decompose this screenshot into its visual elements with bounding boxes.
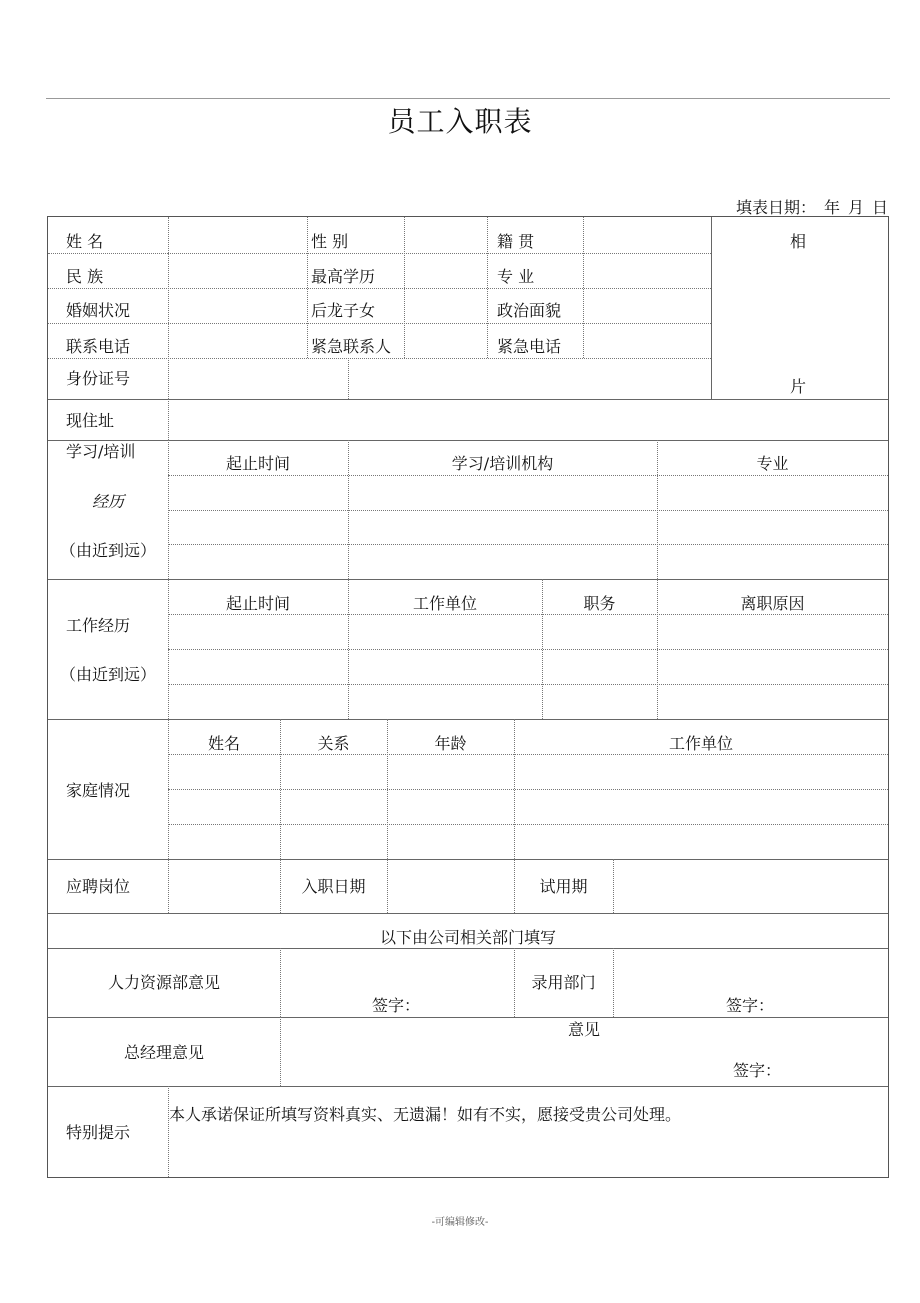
label-probation: 试用期 — [539, 877, 588, 896]
fill-date-day: 日 — [871, 198, 888, 217]
family-header-age: 年龄 — [434, 734, 467, 753]
family-label: 家庭情况 — [66, 781, 131, 800]
edu-label-3: （由近到远） — [60, 541, 157, 560]
label-native-place: 籍 贯 — [497, 232, 535, 251]
gm-sign: 签字： — [733, 1061, 782, 1080]
label-ethnicity: 民 族 — [66, 267, 104, 286]
work-header-period: 起止时间 — [225, 594, 290, 613]
footer-note: -可编辑修改- — [431, 1217, 489, 1228]
fill-date-label: 填表日期： — [735, 198, 816, 217]
work-label-2: （由近到远） — [60, 665, 157, 684]
family-header-company: 工作单位 — [668, 734, 733, 753]
label-children: 后龙子女 — [311, 301, 376, 320]
fill-date — [728, 195, 888, 218]
work-header-company: 工作单位 — [412, 594, 477, 613]
dept-sign: 签字： — [726, 996, 775, 1015]
label-emergency-phone: 紧急电话 — [497, 337, 562, 356]
work-header-title: 职务 — [583, 594, 616, 613]
label-education: 最高学历 — [311, 267, 376, 286]
label-name: 姓 名 — [66, 232, 104, 251]
label-emergency-contact: 紧急联系人 — [311, 337, 392, 356]
label-political: 政治面貌 — [497, 301, 562, 320]
notice-text: 本人承诺保证所填写资料真实、无遗漏！如有不实，愿接受贵公司处理。 — [169, 1105, 682, 1124]
label-phone: 联系电话 — [66, 337, 131, 356]
family-header-name: 姓名 — [207, 734, 240, 753]
edu-header-major: 专业 — [756, 454, 789, 473]
label-notice: 特别提示 — [66, 1123, 131, 1142]
photo-label-bottom: 片 — [790, 377, 807, 396]
gm-opinion-text: 意见 — [568, 1020, 601, 1039]
label-gender: 性 别 — [311, 232, 349, 251]
label-id-number: 身份证号 — [66, 369, 131, 388]
label-gm-opinion: 总经理意见 — [123, 1043, 204, 1062]
fill-date-year: 年 — [823, 198, 840, 217]
form-table — [47, 216, 889, 1178]
label-major: 专 业 — [497, 267, 535, 286]
label-marital: 婚姻状况 — [66, 301, 131, 320]
top-rule — [46, 98, 890, 99]
family-header-relation: 关系 — [317, 734, 350, 753]
hr-sign: 签字： — [372, 996, 421, 1015]
label-entry-date: 入职日期 — [301, 877, 366, 896]
company-section-header: 以下由公司相关部门填写 — [379, 928, 556, 947]
label-hr-opinion: 人力资源部意见 — [107, 973, 220, 992]
photo-label-top: 相 — [790, 232, 807, 251]
page-title: 员工入职表 — [387, 105, 533, 138]
label-address: 现住址 — [66, 411, 115, 430]
edu-header-institution: 学习/培训机构 — [451, 454, 554, 473]
edu-label-2: 经历 — [92, 492, 125, 511]
work-label-1: 工作经历 — [66, 616, 131, 635]
edu-label-1: 学习/培训 — [66, 442, 136, 461]
work-header-reason: 离职原因 — [740, 594, 805, 613]
edu-header-period: 起止时间 — [225, 454, 290, 473]
label-position: 应聘岗位 — [66, 877, 131, 896]
fill-date-month: 月 — [847, 198, 864, 217]
label-hiring-dept: 录用部门 — [531, 973, 596, 992]
